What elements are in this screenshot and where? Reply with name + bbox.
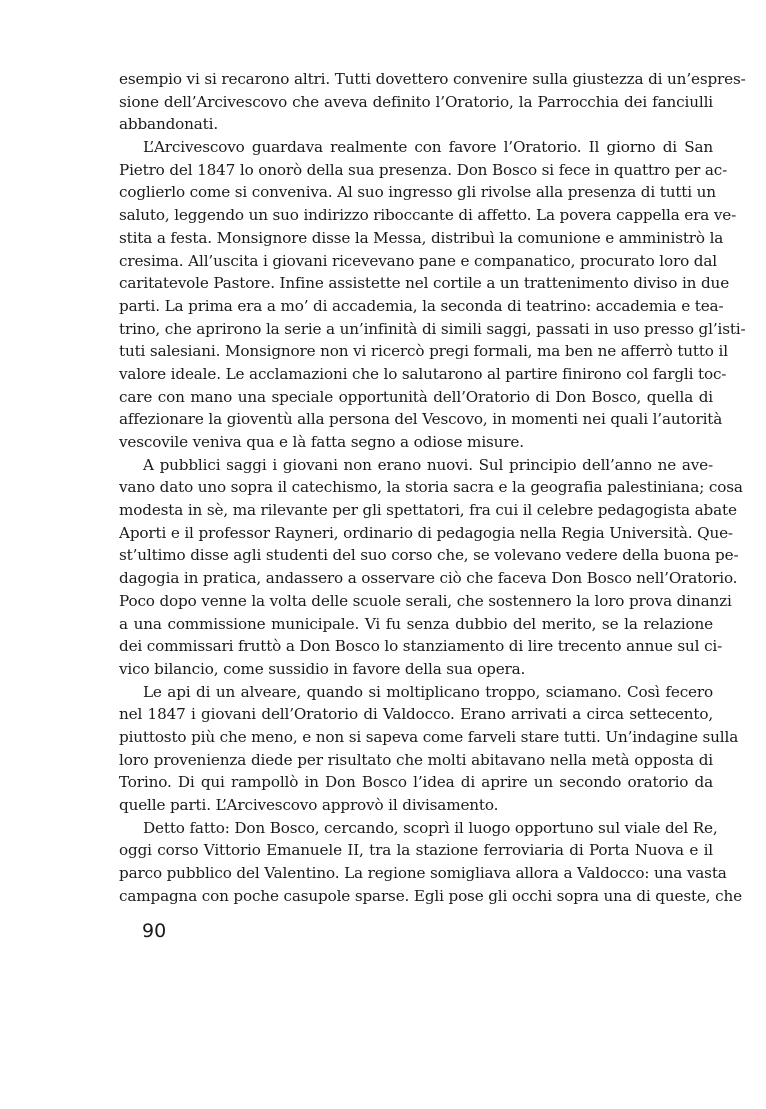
text-line: caritatevole Pastore. Infine assistette nel cortile a un trattenimento diviso in due [119,274,730,293]
text-line: Torino. Di qui rampollò in Don Bosco l’idea di aprire un secondo oratorio da [119,773,713,792]
text-line: loro provenienza diede per risultato che molti abitavano nella metà opposta di [119,750,713,769]
text-line: L’Arcivescovo guardava realmente con favore l’Oratorio. Il giorno di San [143,138,713,157]
text-line: parco pubblico del Valentino. La regione somigliava allora a Valdocco: una vasta [119,864,727,883]
text-line: st’ultimo disse agli studenti del suo corso che, se volevano vedere della buona pe- [119,546,739,565]
text-line: saluto, leggendo un suo indirizzo riboccante di affetto. La povera cappella era ve- [119,206,737,225]
text-line: abbandonati. [119,115,219,134]
text-line: Aporti e il professor Rayneri, ordinario di pedagogia nella Regia Università. Que- [119,523,733,542]
text-line: dei commissari fruttò a Don Bosco lo stanziamento di lire trecento annue sul ci- [119,637,723,656]
text-line: cresima. All’uscita i giovani ricevevano pane e companatico, procurato loro dal [119,251,717,270]
text-line: nel 1847 i giovani dell’Oratorio di Valdocco. Erano arrivati a circa settecento, [119,705,713,724]
text-line: care con mano una speciale opportunità dell’Oratorio di Don Bosco, quella di [119,387,713,406]
paragraph [119,681,739,817]
page-number: 90 [142,920,167,942]
text-line: trino, che aprirono la serie a un’infinità di simili saggi, passati in uso presso gl’isti- [119,319,746,338]
text-line: dagogia in pratica, andassero a osservare ciò che faceva Don Bosco nell’Oratorio. [119,569,738,588]
text-line: coglierlo come si conveniva. Al suo ingresso gli rivolse alla presenza di tutti un [119,183,716,202]
paragraph [119,68,746,136]
text-line: Pietro del 1847 lo onorò della sua presenza. Don Bosco si fece in quattro per ac- [119,160,728,179]
text-line: valore ideale. Le acclamazioni che lo salutarono al partire finirono col fargli toc- [119,364,727,383]
text-line: vescovile veniva qua e là fatta segno a odiose misure. [119,433,524,451]
text-line: affezionare la gioventù alla persona del Vescovo, in momenti nei quali l’autorità [119,410,723,429]
text-line: a una commissione municipale. Vi fu senza dubbio del merito, se la relazione [119,614,713,633]
text-line: stita a festa. Monsignore disse la Messa, distribuì la comunione e amministrò la [119,228,724,247]
paragraph [119,136,746,454]
text-line: A pubblici saggi i giovani non erano nuovi. Sul principio dell’anno ne ave- [143,455,713,474]
text-line: Detto fatto: Don Bosco, cercando, scoprì il luogo opportuno sul viale del Re, [143,818,718,837]
text-line: piuttosto più che meno, e non si sapeva come farveli stare tutti. Un’indagine sulla [119,727,739,746]
text-line: tuti salesiani. Monsignore non vi ricercò pregi formali, ma ben ne afferrò tutto il [119,342,728,361]
text-line: vico bilancio, come sussidio in favore della sua opera. [119,659,526,678]
text-line: parti. La prima era a mo’ di accademia, la seconda di teatrino: accademia e tea- [119,296,724,315]
paragraph [119,454,743,681]
text-line: vano dato uno sopra il catechismo, la storia sacra e la geografia palestiniana; cosa [119,478,743,497]
text-line: Poco dopo venne la volta delle scuole serali, che sostennero la loro prova dinanzi [119,591,732,610]
text-line: oggi corso Vittorio Emanuele II, tra la stazione ferroviaria di Porta Nuova e il [119,841,713,860]
text-line: modesta in sè, ma rilevante per gli spettatori, fra cui il celebre pedagogista abate [119,501,737,520]
page-body [119,68,746,907]
paragraph [119,817,742,908]
text-line: quelle parti. L’Arcivescovo approvò il divisamento. [119,796,499,814]
text-line: sione dell’Arcivescovo che aveva definito l’Oratorio, la Parrocchia dei fanciulli [119,92,713,111]
text-line: campagna con poche casupole sparse. Egli pose gli occhi sopra una di queste, che [119,886,742,905]
text-line: esempio vi si recarono altri. Tutti dovettero convenire sulla giustezza di un’espres- [119,70,746,88]
text-line: Le api di un alveare, quando si moltiplicano troppo, sciamano. Così fecero [143,682,713,701]
